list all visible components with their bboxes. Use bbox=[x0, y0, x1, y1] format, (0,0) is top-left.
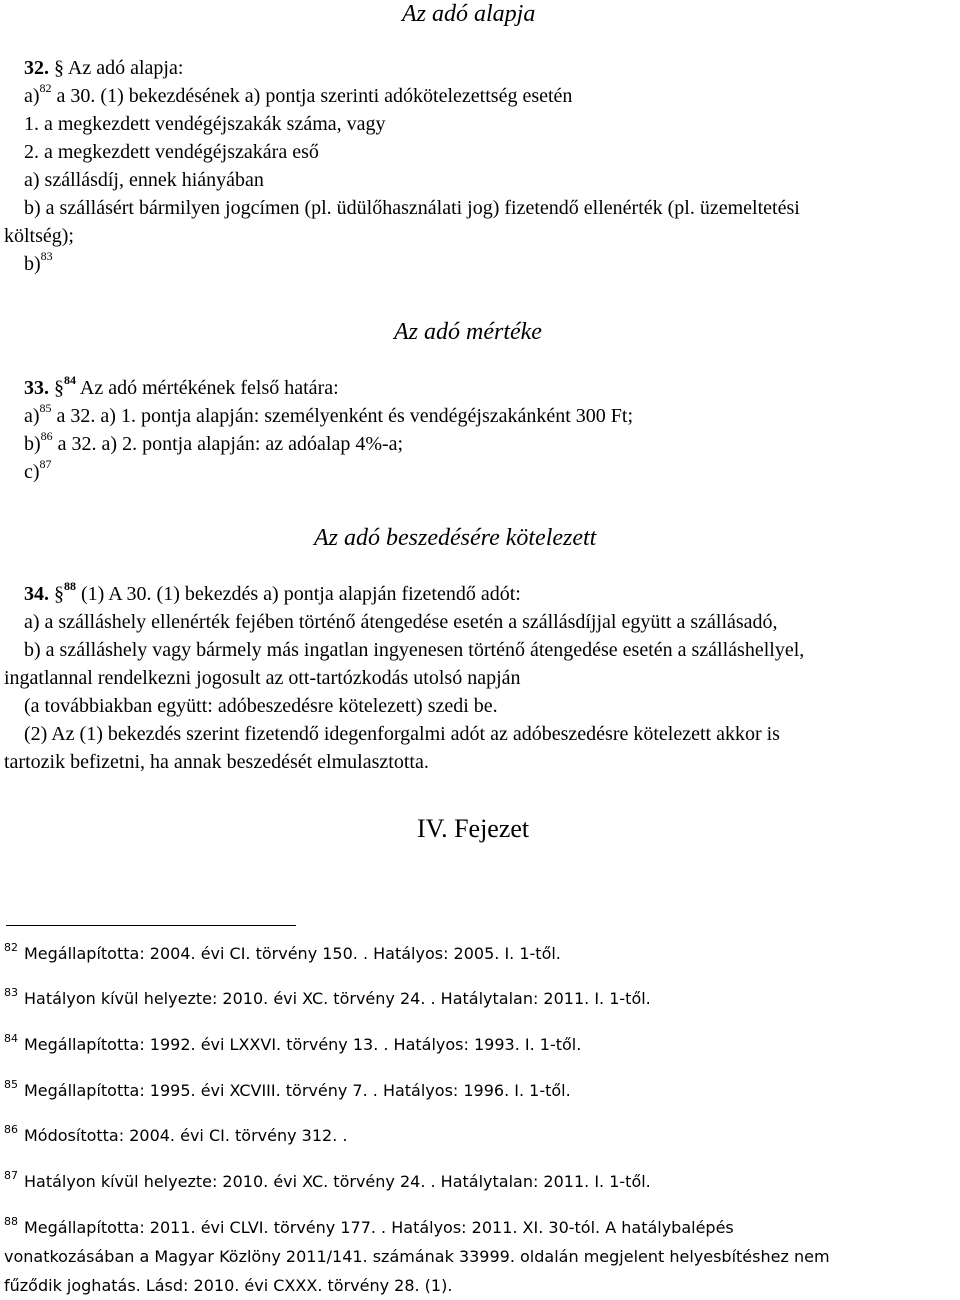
section-33-point-b: b)$^{86}$ a 32. a) 2. pontja alapján: az adóalap 4%-a; bbox=[24, 429, 404, 455]
section-34-par-1: 34. §$^{88}$ (1) A 30. (1) bekezdés a) pontja alapján fizetendő adót: bbox=[24, 579, 521, 605]
footnote-86: $^{86}$ Módosította: 2004. évi CI. törvény 312. . bbox=[4, 1122, 348, 1145]
section-32-subitem-b-cont: költség); bbox=[4, 225, 74, 247]
footnote-88: $^{88}$ Megállapította: 2011. évi CLVI. törvény 177. . Hatályos: 2011. XI. 30-tól. A hatálybalépés bbox=[4, 1214, 734, 1237]
footnote-82: $^{82}$ Megállapította: 2004. évi CI. törvény 150. . Hatályos: 2005. I. 1-től. bbox=[4, 940, 561, 963]
section-32-subitem-b: b) a szállásért bármilyen jogcímen (pl. üdülőhasználati jog) fizetendő ellenérték (pl. üzemeltetési bbox=[24, 197, 800, 219]
section-34-par-2-cont: tartozik befizetni, ha annak beszedését elmulasztotta. bbox=[4, 751, 429, 773]
footnote-85: $^{85}$ Megállapította: 1995. évi XCVIII. törvény 7. . Hatályos: 1996. I. 1-től. bbox=[4, 1077, 571, 1100]
section-32-number: 32. bbox=[24, 57, 49, 79]
footnote-84: $^{84}$ Megállapította: 1992. évi LXXVI. törvény 13. . Hatályos: 1993. I. 1-től. bbox=[4, 1031, 582, 1054]
footnote-88-cont-2: fűződik joghatás. Lásd: 2010. évi CXXX. törvény 28. (1). bbox=[4, 1276, 453, 1295]
section-33-number: 33. bbox=[24, 377, 49, 399]
heading-az-ado-alapja: Az adó alapja bbox=[402, 1, 536, 27]
footnote-ref-85[interactable]: 85 bbox=[39, 401, 52, 416]
footnote-ref-82[interactable]: 82 bbox=[39, 81, 52, 96]
section-33-title: 33. §$^{84}$ Az adó mértékének felső határa: bbox=[24, 373, 339, 399]
footnote-83: $^{83}$ Hatályon kívül helyezte: 2010. évi XC. törvény 24. . Hatálytalan: 2011. I. 1-től. bbox=[4, 985, 651, 1008]
footnote-divider bbox=[6, 925, 296, 926]
section-32-item-2: 2. a megkezdett vendégéjszakára eső bbox=[24, 141, 319, 163]
section-32-subitem-a: a) szállásdíj, ennek hiányában bbox=[24, 169, 264, 191]
heading-az-ado-beszedesere-kotelezett: Az adó beszedésére kötelezett bbox=[314, 525, 597, 551]
footnote-88-cont-1: vonatkozásában a Magyar Közlöny 2011/141. számának 33999. oldalán megjelent helyesbítéshez nem bbox=[4, 1247, 830, 1266]
footnote-ref-86[interactable]: 86 bbox=[40, 429, 53, 444]
footnote-ref-87[interactable]: 87 bbox=[39, 457, 52, 472]
section-34-point-b: b) a szálláshely vagy bármely más ingatlan ingyenesen történő átengedése esetén a szálláshellyel, bbox=[24, 639, 805, 661]
section-34-definition: (a továbbiakban együtt: adóbeszedésre kötelezett) szedi be. bbox=[24, 695, 498, 717]
section-33-point-c: c)$^{87}$ bbox=[24, 457, 52, 483]
section-32-item-1: 1. a megkezdett vendégéjszakák száma, vagy bbox=[24, 113, 386, 135]
footnote-ref-84[interactable]: 84 bbox=[64, 373, 76, 388]
section-32-point-b: b)$^{83}$ bbox=[24, 249, 53, 275]
section-34-point-b-cont: ingatlannal rendelkezni jogosult az ott-tartózkodás utolsó napján bbox=[4, 667, 521, 689]
section-33-point-a: a)$^{85}$ a 32. a) 1. pontja alapján: személyenként és vendégéjszakánként 300 Ft; bbox=[24, 401, 634, 427]
section-symbol-icon: § bbox=[49, 583, 64, 605]
section-34-par-2: (2) Az (1) bekezdés szerint fizetendő idegenforgalmi adót az adóbeszedésre kötelezett akkor is bbox=[24, 723, 780, 745]
chapter-heading: IV. Fejezet bbox=[417, 814, 530, 843]
section-symbol-icon: § bbox=[49, 57, 64, 79]
section-34-number: 34. bbox=[24, 583, 49, 605]
footnote-87: $^{87}$ Hatályon kívül helyezte: 2010. évi XC. törvény 24. . Hatálytalan: 2011. I. 1-től. bbox=[4, 1168, 651, 1191]
footnote-ref-88[interactable]: 88 bbox=[64, 579, 76, 594]
section-32-title: 32. § Az adó alapja: bbox=[24, 57, 184, 79]
section-symbol-icon: § bbox=[49, 377, 64, 399]
footnote-ref-83[interactable]: 83 bbox=[40, 249, 53, 264]
section-32-point-a: a)$^{82}$ a 30. (1) bekezdésének a) pontja szerinti adókötelezettség esetén bbox=[24, 81, 573, 107]
section-34-point-a: a) a szálláshely ellenérték fejében történő átengedése esetén a szállásdíjjal együtt a szállásadó, bbox=[24, 611, 778, 633]
heading-az-ado-merteke: Az adó mértéke bbox=[394, 319, 542, 345]
